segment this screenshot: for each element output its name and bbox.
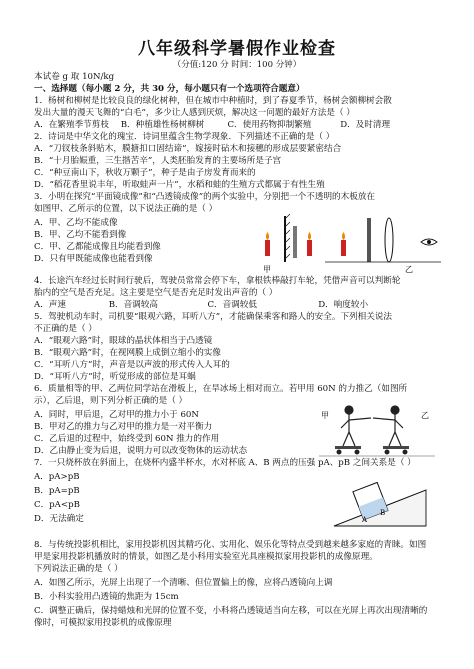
q3-option-b: B．甲、乙均不能看到像 xyxy=(34,230,127,240)
q6-option-c: C．乙后退的过程中，始终受到 60N 推力的作用 xyxy=(34,434,220,444)
q2-option-a: A．“刀钗枝条斜贴木，膜搪扣口固结谛”，嫁接时砧木和接穗的形成层要紧密结合 xyxy=(34,144,342,154)
q1-option-d: D．及时清理 xyxy=(340,120,391,130)
q2-stem: 2．诗词是中华文化的瑰宝．诗词里蕴含生物学现象．下列描述不正确的是（ ） xyxy=(34,132,335,142)
exam-title: 八年级科学暑假作业检查 xyxy=(138,39,336,59)
q3-option-c: C．甲、乙都能成像且均能看到像 xyxy=(34,242,161,252)
q7-option-c: C．pA<pB xyxy=(34,500,80,510)
q6-option-d: D．乙由静止变为后退，说明力可以改变物体的运动状态 xyxy=(34,446,248,456)
q6-stem-line1: 6．质量相等的甲、乙两位同学站在滑板上，在旱冰场上相对而立。若甲用 60N 的力推乙（如图所 xyxy=(34,384,408,394)
q7-incline-beaker-figure xyxy=(330,468,430,530)
skateboard-jia xyxy=(335,446,361,455)
q3-option-a: A．甲、乙均不能成像 xyxy=(34,218,118,228)
q2-option-b: B．“十月胎娠重，三生揩苦辛”，人类胚胎发育的主要场所是子宫 xyxy=(34,156,282,166)
q8-option-a: A．如图乙所示，光屏上出现了一个清晰、但位置偏上的像，应将凸透镜向上调 xyxy=(34,578,333,588)
board-jia xyxy=(293,226,297,258)
eye-icon xyxy=(421,239,437,245)
q8-stem-line1: 8．与传统投影机相比，家用投影机因其精巧化、实用化、娱乐化等特点受到越来越多家庭的青睐。如图 xyxy=(34,540,427,550)
plane-mirror xyxy=(285,214,290,262)
q1-option-b: B．种植雄性杨树柳树 xyxy=(120,120,205,130)
q8-option-c-line2: 像时，可模拟家用投影机的成像原理 xyxy=(34,618,172,628)
q5-option-d: D．“耳听八方”时，听觉形成的部位是耳蜗 xyxy=(34,372,196,382)
q2-option-c: C．“种豆南山下，秋收万颗子”，种子是由子房发育而来的 xyxy=(34,168,256,178)
q1-stem-line1: 1．杨树和柳树是比较良良的绿化树种，但在城市中种植时，到了春夏季节，杨树会额柳树会散 xyxy=(34,96,392,106)
person-jia xyxy=(341,406,371,446)
q4-option-b: B．音调较高 xyxy=(108,300,159,310)
convex-lens xyxy=(385,218,393,262)
q8-option-b: B．小科实验用凸透镜的焦距为 15cm xyxy=(34,592,179,602)
candle-yi xyxy=(341,232,346,256)
q5-option-c: C．“耳听八方”时，声音是以声波的形式传入人耳的 xyxy=(34,360,230,370)
q5-stem-line1: 5．驾驶机动车时，司机要“眼观六路，耳听八方”，才能确保乘客和路人的安全。下列相关说法 xyxy=(34,312,393,322)
q3-stem-line2: 如图甲、乙所示的位置，以下说法正确的是（ ） xyxy=(34,204,218,214)
q2-option-d: D．“稻花香里说丰年，听取蛙声一片”，水稻和蛙的生殖方式都属于有性生殖 xyxy=(34,180,325,190)
q6-skateboard-figure xyxy=(315,398,439,460)
q8-stem-line3: 下列说法正确的是（ ） xyxy=(34,564,123,574)
board-yi xyxy=(367,218,371,262)
q4-stem-line1: 4．长途汽车经过长时间行驶后，驾驶员常常会停下车，拿根铁棒敲打车轮，凭借声音可以判断轮 xyxy=(34,276,401,286)
candle-jia xyxy=(265,232,270,256)
q8-option-c-line1: C．调整正确后，保持蜡烛和光屏的位置不变，小科将凸透镜适当向左移，可以在光屏上再次出现清晰的 xyxy=(34,606,428,616)
q7-stem: 7．一只烧杯放在斜面上，在烧杯内盛半杯水，水对杯底 A、B 两点的压强 pA、pB 之间关系是（ ） xyxy=(34,458,416,468)
q4-option-d: D．响度较小 xyxy=(318,300,369,310)
q5-option-a: A．“眼观六路”时，眼球的晶状体相当于凸透镜 xyxy=(34,336,213,346)
exam-note: 本试卷 g 取 10N/kg xyxy=(34,72,115,82)
q3-mirror-lens-figure xyxy=(255,212,445,274)
q1-options xyxy=(34,120,446,131)
q5-stem-line2: 不正确的是（ ） xyxy=(34,324,97,334)
q7-option-b: B．pA=pB xyxy=(34,486,80,496)
candle-jia-image xyxy=(307,232,312,256)
q6-option-b: B．甲对乙的推力与乙对甲的推力是一对平衡力 xyxy=(34,422,213,432)
q6-stem-line2: 示），乙后退，则下列分析正确的是（ ） xyxy=(34,396,188,406)
q1-option-a: A．在繁殖季节剪枝 xyxy=(34,120,109,130)
q7-option-d: D．无法确定 xyxy=(34,514,84,524)
q3-stem-line1: 3．小明在探究“平面镜成像”和“凸透镜成像”的两个实验中，分别把一个不透明的木板放在 xyxy=(34,192,376,202)
q6-option-a: A．同时，甲后退，乙对甲的推力小于 60N xyxy=(34,410,199,420)
label-jia: 甲 xyxy=(263,265,271,274)
label-b: B xyxy=(380,509,386,517)
label-yi: 乙 xyxy=(405,265,413,274)
section-heading: 一、选择题（每小题 2 分，共 30 分，每小题只有一个选项符合题意） xyxy=(34,84,305,94)
q1-stem-line2: 发出大量的漫天飞舞的“白毛”，多少让人感到厌烦，解决这一问题的最好方法是（ ） xyxy=(34,108,355,118)
skateboard-yi xyxy=(383,446,409,455)
q4-options xyxy=(34,300,446,311)
label-jia: 甲 xyxy=(321,411,329,420)
q4-option-a: A．声速 xyxy=(34,300,66,310)
q1-option-c: C．使用药物抑制繁殖 xyxy=(227,120,312,130)
label-yi: 乙 xyxy=(421,411,429,420)
q4-option-c: C．音调较低 xyxy=(207,300,258,310)
person-yi xyxy=(373,406,403,446)
label-a: A xyxy=(362,516,368,524)
exam-subtitle: （分值:120 分 时间：100 分钟） xyxy=(172,60,302,70)
q5-option-b: B．“眼观六路”时，在视网膜上成倒立缩小的实像 xyxy=(34,348,221,358)
q8-stem-line2: 甲是家用投影机播放时的情景，如图乙是小科用实验室光具座模拟家用投影机的成像原理。 xyxy=(34,552,378,562)
q3-option-d: D．只有甲既能成像也能看到像 xyxy=(34,254,153,264)
q4-stem-line2: 胎内的空气是否充足。这主要是空气是否充足时发出声音的（ ） xyxy=(34,288,278,298)
q7-option-a: A．pA>pB xyxy=(34,472,80,482)
